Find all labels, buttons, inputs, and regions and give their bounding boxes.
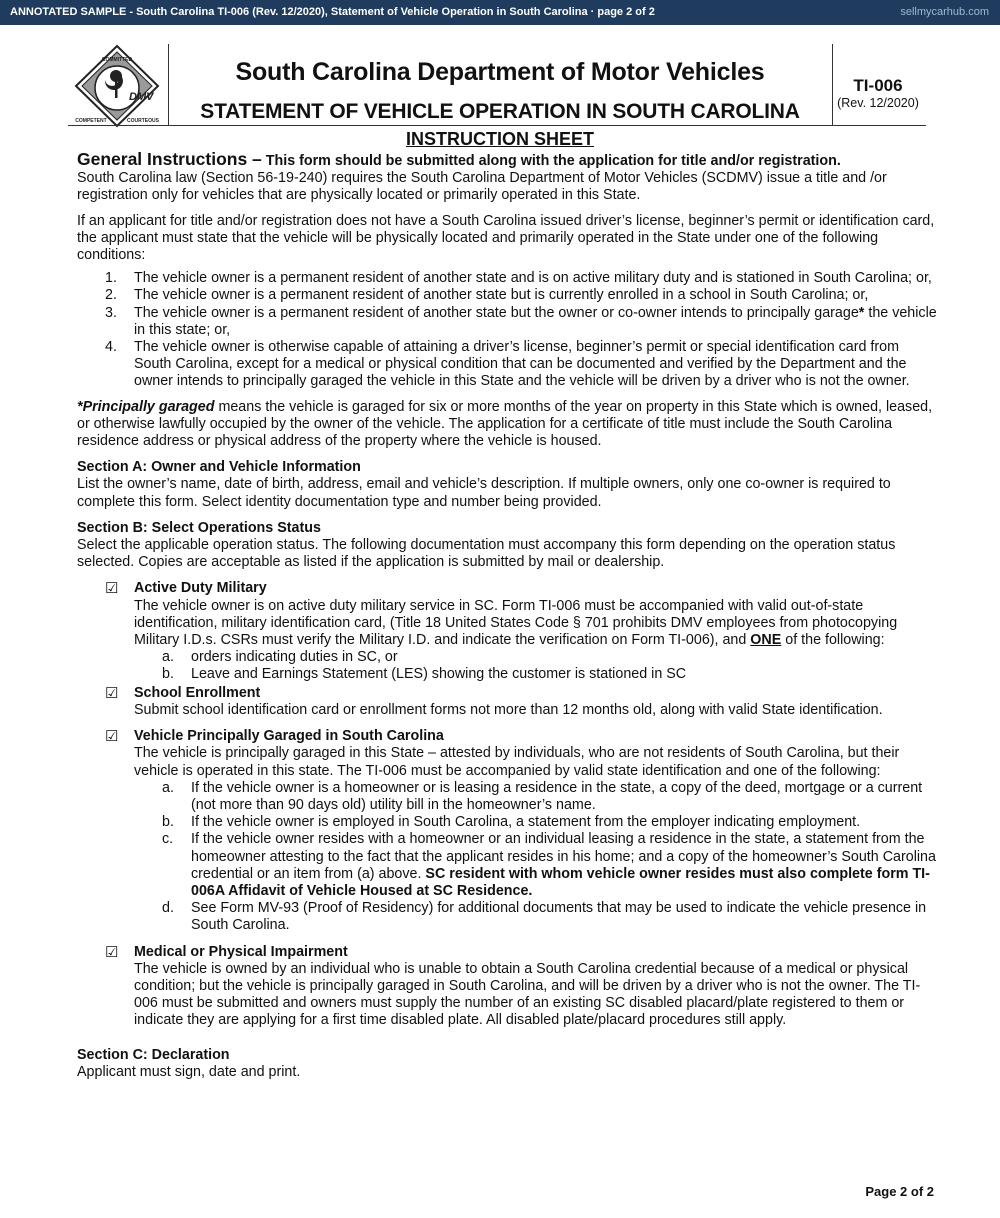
option-school-enrollment xyxy=(77,685,937,719)
option-medical-physical-impairment xyxy=(77,944,937,1030)
section-c-text: Applicant must sign, date and print. xyxy=(77,1063,301,1080)
list-item: c. If the vehicle owner resides with a homeowner or an individual leasing a residence in the state, a statement from the homeowner attesting to the fact that the applicant resides in his home; and a copy of the homeowner’s South Carolina credential or an item from (a) above. SC resident with whom vehicle owner resides must also complete form TI-006A Affidavit of Vehicle Housed at SC Residence. xyxy=(162,831,936,899)
option-active-duty-military xyxy=(77,580,937,683)
list-item: 1. The vehicle owner is a permanent resident of another state and is on active military duty and is stationed in South Carolina; or, xyxy=(105,270,932,287)
list-item: d. See Form MV-93 (Proof of Residency) for additional documents that may be used to indicate the vehicle presence in South Carolina. xyxy=(162,900,927,934)
option-title: Medical or Physical Impairment xyxy=(134,943,348,960)
list-item: b. If the vehicle owner is employed in South Carolina, a statement from the employer indicating employment. xyxy=(162,814,861,831)
instructions-body xyxy=(77,151,937,1081)
department-name: South Carolina Department of Motor Vehicles xyxy=(235,58,765,86)
list-item: a. If the vehicle owner is a homeowner or is leasing a residence in the state, a copy of the deed, mortgage or a current (not more than 90 days old) utility bill in the homeowner’s name. xyxy=(162,779,923,813)
scdmv-logo xyxy=(74,44,160,128)
general-instructions-heading: General Instructions – This form should be submitted along with the application for title and/or registration. xyxy=(77,149,841,169)
instruction-sheet-heading: INSTRUCTION SHEET xyxy=(405,129,594,149)
form-number: TI-006 xyxy=(853,76,903,95)
option-text: The vehicle is owned by an individual who is unable to obtain a South Carolina credential because of a medical or physical condition; but the vehicle is principally garaged in South Carolina, and will be driven by a driver who is not the owner. The TI-006 must be submitted and owners must supply the number of an existing SC disabled placard/plate registered to them or indicate they are applying for a first time disabled plate. All disabled plate/placard procedures still apply. xyxy=(134,960,921,1029)
option-title: Vehicle Principally Garaged in South Carolina xyxy=(134,728,444,745)
general-paragraph-2: If an applicant for title and/or registration does not have a South Carolina issued driver’s license, beginner’s permit or identification card, the applicant must state that the vehicle will be physically located and primarily operated in the State under one of the following conditions: xyxy=(77,212,935,264)
page-number: Page 2 of 2 xyxy=(865,1184,934,1199)
header-rule xyxy=(68,125,926,126)
svg-text:COMPETENT: COMPETENT xyxy=(75,118,107,124)
section-a-text: List the owner’s name, date of birth, address, email and vehicle’s description. If multiple owners, only one co-owner is required to complete this form. Select identity documentation type and number being provided. xyxy=(77,476,891,510)
military-documents-list xyxy=(134,649,937,683)
list-item: 2. The vehicle owner is a permanent resident of another state but is currently enrolled in a school in South Carolina; or, xyxy=(105,287,869,304)
banner-title: ANNOTATED SAMPLE - South Carolina TI-006 (Rev. 12/2020), Statement of Vehicle Operation in South Carolina · page 2 of 2 xyxy=(10,6,655,18)
svg-text:COMMITTED: COMMITTED xyxy=(101,57,133,63)
list-item: a. orders indicating duties in SC, or xyxy=(162,649,398,666)
section-b-text: Select the applicable operation status. The following documentation must accompany this form depending on the operation status selected. Copies are acceptable as listed if the application is submitted by mail or dealership. xyxy=(77,537,896,571)
garaged-documents-list xyxy=(134,780,937,935)
list-item: 4. The vehicle owner is otherwise capable of attaining a driver’s license, beginner’s permit or special identification card from South Carolina, except for a medical or physical condition that can be documented and verified by the Department and the owner intends to principally garaged the vehicle in this State and the vehicle will be driven by a driver who is not the owner. xyxy=(105,339,910,390)
principally-garaged-definition: *Principally garaged means the vehicle is garaged for six or more months of the year on property in this State which is owned, leased, or otherwise lawfully occupied by the owner of the vehicle. The application for a certificate of title must include the South Carolina residence address or physical address of the property where the vehicle is housed. xyxy=(77,398,933,450)
option-vehicle-principally-garaged xyxy=(77,728,937,934)
section-a-title: Section A: Owner and Vehicle Information xyxy=(77,459,361,476)
checkbox-icon: ☑ xyxy=(105,943,119,961)
section-c-title: Section C: Declaration xyxy=(77,1046,230,1063)
list-item: b. Leave and Earnings Statement (LES) showing the customer is stationed in SC xyxy=(162,666,687,683)
form-revision: (Rev. 12/2020) xyxy=(837,96,919,110)
svg-text:COURTEOUS: COURTEOUS xyxy=(127,118,159,124)
checkbox-icon: ☑ xyxy=(105,728,119,746)
checkbox-icon: ☑ xyxy=(105,684,119,702)
option-text: The vehicle is principally garaged in this State – attested by individuals, who are not residents of South Carolina, but their vehicle is operated in this state. The TI-006 must be accompanied by valid state identification and one of the following: xyxy=(134,745,900,779)
banner-site-link[interactable]: sellmycarhub.com xyxy=(900,6,989,18)
option-text: The vehicle owner is on active duty military service in SC. Form TI-006 must be accompanied with valid out-of-state identification, military identification card, (Title 18 United States Code § 701 prohibits DMV employees from photocopying Military I.D.s. CSRs must verify the Military I.D. and indicate the verification on Form TI-006), and ONE of the following: xyxy=(134,597,898,649)
option-title: School Enrollment xyxy=(134,684,261,701)
conditions-list xyxy=(77,270,937,390)
option-text: Submit school identification card or enrollment forms not more than 12 months old, along with valid State identification. xyxy=(134,701,883,718)
option-title: Active Duty Military xyxy=(134,580,267,597)
sample-banner xyxy=(0,0,1000,25)
general-paragraph-1: South Carolina law (Section 56-19-240) requires the South Carolina Department of Motor Vehicles (SCDMV) issue a title and /or registration only for vehicles that are physically located or primarily operated in this State. xyxy=(77,170,887,204)
form-title: STATEMENT OF VEHICLE OPERATION IN SOUTH CAROLINA xyxy=(200,100,800,123)
checkbox-icon: ☑ xyxy=(105,580,119,598)
svg-text:DMV: DMV xyxy=(129,91,154,103)
section-b-title: Section B: Select Operations Status xyxy=(77,519,321,536)
list-item: 3. The vehicle owner is a permanent resident of another state but the owner or co-owner intends to principally garage* the vehicle in this state; or, xyxy=(105,304,937,338)
